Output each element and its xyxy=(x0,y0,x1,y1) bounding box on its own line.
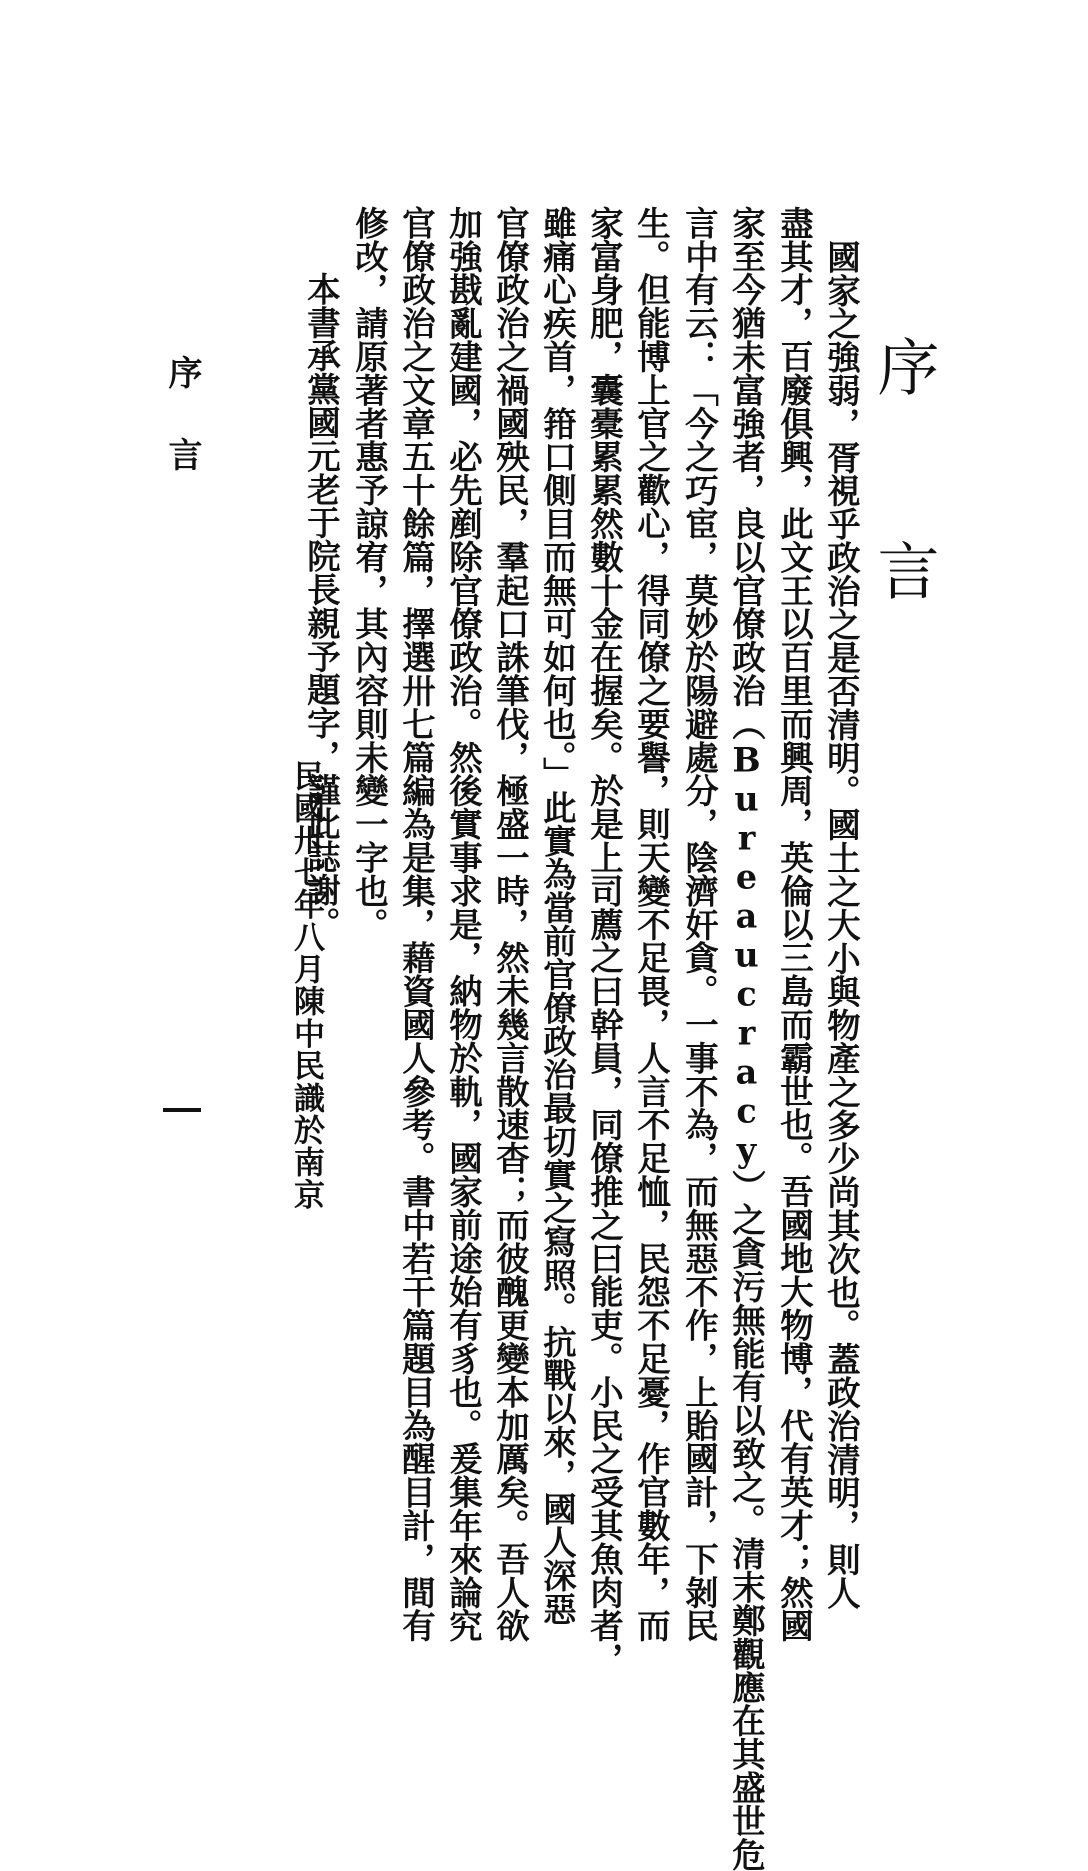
preface-line-5: 生。但能博上官之歡心，得同僚之要譽，則天變不足畏，人言不足恤，民怨不足憂，作官數年，而 xyxy=(632,206,671,1643)
preface-line-9: 加強戡亂建國，必先剷除官僚政治。然後實事求是，納物於軌，國家前途始有豸也。爰集年來論究 xyxy=(444,206,483,1643)
preface-line-8: 官僚政治之禍國殃民，羣起口誅筆伐，極盛一時，然未幾言散速杳；而彼醜更變本加厲矣。吾人欲 xyxy=(491,206,530,1643)
preface-title: 序 言 xyxy=(867,335,940,641)
signature-dateline: 民國卅七年八月陳中民識於南京 xyxy=(288,760,324,1211)
preface-line-1: 國家之強弱，胥視乎政治之是否清明。國土之大小與物產之多少尚其次也。蓋政治清明，則人 xyxy=(822,240,861,1610)
preface-line-7: 雖痛心疾首，箝口側目而無可如何也。」此實為當前官僚政治最切實之寫照。抗戰以來，國人深惡 xyxy=(538,206,577,1626)
preface-acknowledgement: 本書承黨國元老于院長親予題字，謹此誌謝。 xyxy=(302,272,341,940)
page-number-glyph xyxy=(163,1108,201,1112)
preface-line-2: 盡其才，百廢俱興，此文王以百里而興周，英倫以三島而霸世也。吾國地大物博，代有英才；然國 xyxy=(775,206,814,1643)
running-title: 序言 xyxy=(162,355,202,519)
preface-line-10: 官僚政治之文章五十餘篇，擇選卅七篇編為是集，藉資國人參考。書中若干篇題目為醒目計，間有 xyxy=(397,206,436,1643)
page-number-text xyxy=(163,1088,201,1089)
preface-line-11: 修改，請原著者惠予諒宥，其內容則未變一字也。 xyxy=(350,206,389,941)
preface-line-3: 家至今猶未富強者，良以官僚政治（Bureaucracy）之貪污無能有以致之。清末鄭觀應在其盛世危 xyxy=(727,206,766,1871)
preface-line-4: 言中有云：「今之巧宦，莫妙於陽避處分，陰濟奸貪。一事不為，而無惡不作，上貽國計，下剝民 xyxy=(680,206,719,1643)
preface-line-6: 家富身肥，囊橐累累然數十金在握矣。於是上司薦之曰幹員，同僚推之曰能吏。小民之受其魚肉者， xyxy=(585,206,624,1676)
page-number xyxy=(163,1108,201,1112)
